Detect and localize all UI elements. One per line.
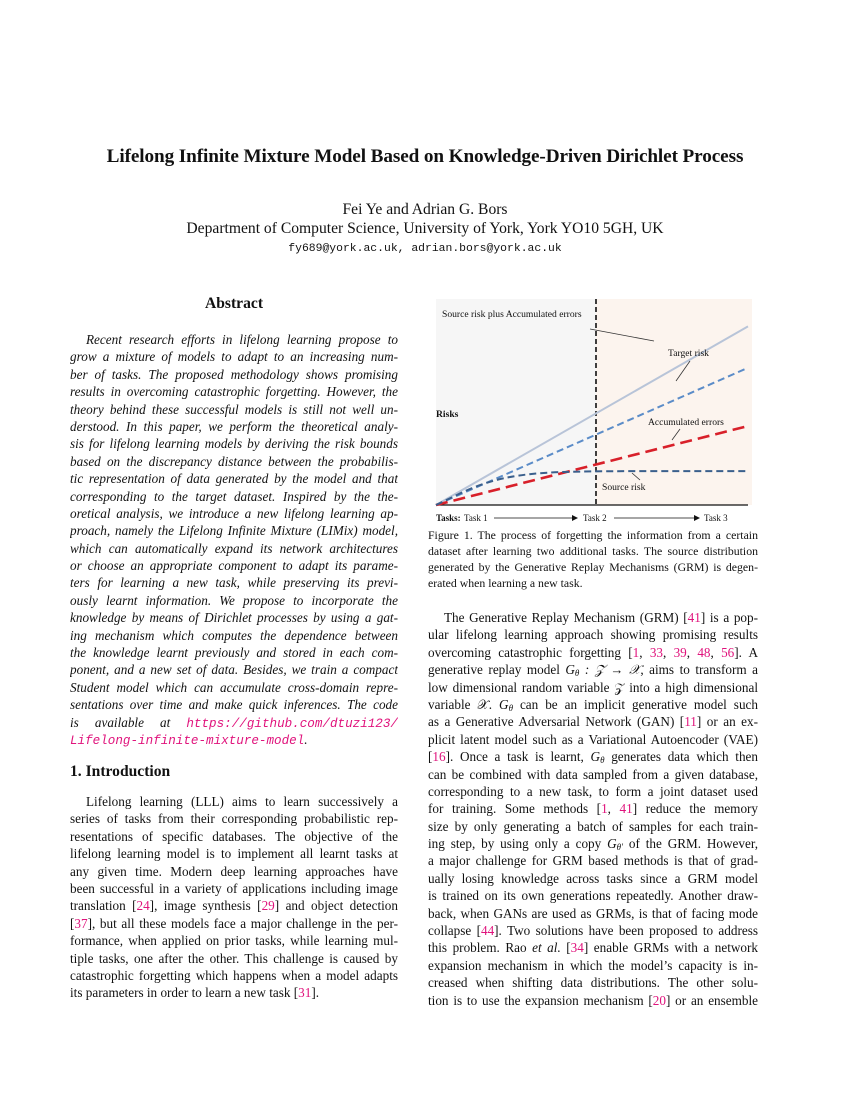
- code-url-line: Lifelong-infinite-mixture-model.: [70, 731, 308, 748]
- text-line: which can automatically expand its network architectures: [70, 540, 398, 556]
- annotation-source-plus-accum: Source risk plus Accumulated errors: [442, 309, 582, 320]
- text-line: this problem. Rao et al. [34] enable GRMs with a network: [428, 940, 758, 956]
- text-line: or choose an appropriate component to adapt its parame-: [70, 558, 398, 574]
- text-line: based on the discrepancy distance between the probabilis-: [70, 453, 398, 469]
- abstract-body: [70, 331, 398, 748]
- text-line: Figure 1. The process of forgetting the information from a certain: [428, 528, 758, 542]
- text-line: ponent, and a new set of data. Besides, we train a compact: [70, 662, 398, 678]
- text-line: variable 𝒳. $G_\theta$ can be an implicit generative model such: [428, 696, 758, 713]
- text-line: any given time. Modern deep learning approaches have: [70, 863, 398, 879]
- text-line: overcoming catastrophic forgetting [1, 33, 39, 48, 56]. A: [428, 644, 758, 660]
- text-line: been successful in a variety of applications including image: [70, 880, 398, 896]
- text-line: lifelong learning model is to implement all learnt tasks at: [70, 846, 398, 862]
- paper-authors: Fei Ye and Adrian G. Bors: [342, 201, 508, 218]
- text-line: Lifelong learning (LLL) aims to learn successively a: [86, 794, 398, 809]
- text-line: the knowledge learnt previously and stored in each com-: [70, 645, 398, 661]
- text-line: series of tasks from their corresponding probabilistic rep-: [70, 811, 398, 827]
- x-arrowhead-1: [572, 515, 578, 521]
- text-line: knowledge by means of Dirichlet processes by using a gat-: [70, 610, 398, 626]
- text-line: derstood. In this paper, we perform the theoretical analy-: [70, 418, 398, 434]
- introduction-body: [70, 793, 398, 1002]
- text-line: generative replay model $G_\theta$ : 𝒵 → 𝒳, aims to transform a: [428, 662, 758, 679]
- text-line: is trained on its own generations repeatedly. Another draw-: [428, 888, 758, 904]
- text-line: creased when shifting data distributions. The other solu-: [428, 975, 758, 991]
- text-line: a major challenge for GRM based methods is that of grad-: [428, 853, 758, 869]
- abstract-heading: Abstract: [204, 295, 264, 312]
- text-line: ber of tasks. The proposed methodology shows promising: [70, 366, 398, 382]
- text-line: back, when GANs are used as GRMs, is that of facing mode: [428, 905, 758, 921]
- text-line: collapse [44]. Two solutions have been proposed to address: [428, 923, 758, 939]
- text-line: can be combined with data sampled from a given database,: [428, 766, 758, 782]
- code-url-part-1[interactable]: https://github.com/dtuzi123/: [186, 716, 398, 731]
- text-line: proach, namely the Lifelong Infinite Mixture (LIMix) model,: [70, 523, 398, 539]
- text-line: ing step, by using only a copy $G_{\theta'}$ of the GRM. However,: [428, 836, 758, 853]
- text-line: Recent research efforts in lifelong learning propose to: [86, 332, 398, 347]
- text-line: ular lifelong learning approach showing promising results: [428, 627, 758, 643]
- x-axis-label: Tasks:: [436, 513, 461, 523]
- text-line: [37], but all these models face a major challenge in the per-: [70, 915, 398, 931]
- figure-1-chart: [430, 297, 756, 525]
- text-line: The Generative Replay Mechanism (GRM) [41] is a pop-: [444, 610, 758, 625]
- text-line: for training. Some methods [1, 41] reduce the memory: [428, 801, 758, 817]
- text-line: grow a mixture of models to adapt to an increasing num-: [70, 349, 398, 365]
- text-line: Student model which can accumulate cross-domain repre-: [70, 679, 398, 695]
- x-tick-task1: Task 1: [464, 513, 488, 523]
- text-line: as a Generative Adversarial Network (GAN) [11] or an ex-: [428, 714, 758, 730]
- text-line: ually losing knowledge across tasks since a GRM model: [428, 870, 758, 886]
- text-line: ously learnt information. We propose to incorporate the: [70, 592, 398, 608]
- text-line: its parameters in order to learn a new task [31].: [70, 985, 320, 1001]
- text-line: catastrophic forgetting which happens when a model adapts: [70, 967, 398, 983]
- text-line: tiple tasks, one after the other. This challenge is caused by: [70, 950, 398, 966]
- text-line: oretical analysis, we introduce a new lifelong learning ap-: [70, 505, 398, 521]
- text-line: erated when learning a new task.: [428, 576, 583, 590]
- text-line: sentations over time and make quick inferences. The code: [70, 697, 398, 713]
- text-line: expansion mechanism in which the model’s capacity is in-: [428, 957, 758, 973]
- annotation-accum-errors: Accumulated errors: [648, 417, 724, 428]
- chart-bg-left: [436, 299, 596, 505]
- text-line: sis for lifelong learning models by deriving the risk bounds: [70, 436, 398, 452]
- paper-emails: fy689@york.ac.uk, adrian.bors@york.ac.uk: [288, 243, 562, 255]
- right-column-body: [428, 609, 758, 1009]
- x-tick-task2: Task 2: [583, 513, 607, 523]
- text-line: plicit latent model such as a Variational Autoencoder (VAE): [428, 731, 758, 747]
- text-line: corresponding to a new task, to form a joint dataset used: [428, 783, 758, 799]
- code-url-part-2[interactable]: Lifelong-infinite-mixture-model: [70, 733, 305, 748]
- code-availability-line: is available at https://github.com/dtuzi123/: [70, 714, 398, 731]
- paper-title: Lifelong Infinite Mixture Model Based on Knowledge-Driven Dirichlet Process: [106, 146, 744, 167]
- text-line: dataset after learning two additional tasks. The source distribution: [428, 544, 758, 558]
- text-line: ters for learning a new task, while preserving its previ-: [70, 575, 398, 591]
- annotation-source-risk: Source risk: [602, 482, 646, 493]
- y-axis-label: Risks: [436, 409, 459, 420]
- chart-bg-right: [596, 299, 752, 505]
- text-line: tion is to use the expansion mechanism [20] or an ensemble: [428, 992, 758, 1008]
- paper-affiliation: Department of Computer Science, University of York, York YO10 5GH, UK: [186, 220, 664, 237]
- text-line: translation [24], image synthesis [29] and object detection: [70, 898, 398, 914]
- text-line: tic representation of data generated by the model and that: [70, 471, 398, 487]
- text-line: size by only generating a batch of samples for each train-: [428, 818, 758, 834]
- text-line: ing mechanism which computes the dependence between: [70, 627, 398, 643]
- text-line: resentations of specific databases. The objective of the: [70, 828, 398, 844]
- text-line: corresponding to the target dataset. Inspired by the the-: [70, 488, 398, 504]
- text-line: generated by the Generative Replay Mechanisms (GRM) is degen-: [428, 560, 758, 574]
- annotation-target-risk: Target risk: [668, 348, 709, 359]
- text-line: low dimensional random variable 𝒵 into a high dimensional: [428, 679, 758, 695]
- text-line: [16]. Once a task is learnt, $G_\theta$ generates data which then: [428, 749, 758, 766]
- x-tick-task3: Task 3: [704, 513, 728, 523]
- text-line: theory behind these successful models is still not well un-: [70, 401, 398, 417]
- introduction-heading: 1. Introduction: [70, 763, 171, 780]
- text-line: results in overcoming catastrophic forgetting. However, the: [70, 384, 398, 400]
- text-line: formance, when applied on prior tasks, while learning mul-: [70, 933, 398, 949]
- x-arrowhead-2: [694, 515, 700, 521]
- figure-1-caption: [428, 527, 758, 591]
